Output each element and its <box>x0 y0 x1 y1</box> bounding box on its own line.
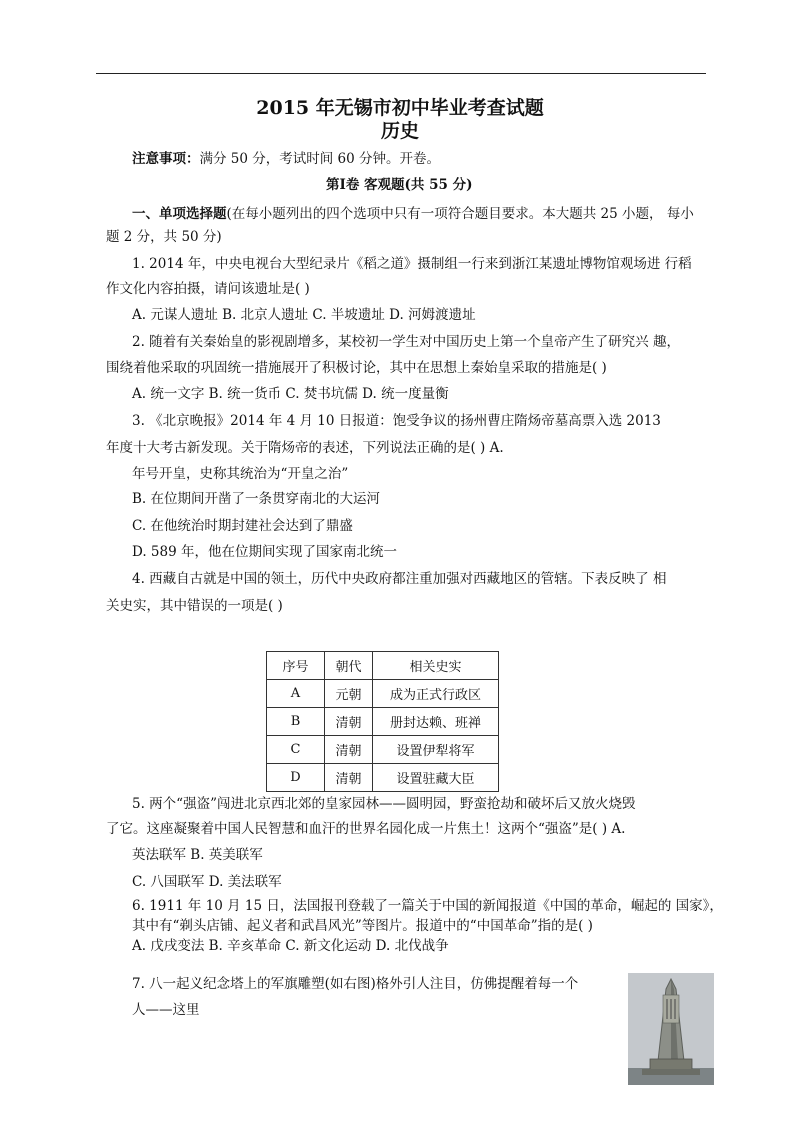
part-one-intro <box>132 205 694 223</box>
question-6-options: A. 戊戌变法 B. 辛亥革命 C. 新文化运动 D. 北伐战争 <box>132 938 449 954</box>
exam-subject: 历史 <box>380 120 419 142</box>
table-cell: 成为正式行政区 <box>373 680 499 708</box>
table-header-row <box>267 652 499 680</box>
question-7-stem-cont: 人——这里 <box>132 1002 200 1018</box>
part-one-label: 一、单项选择题 <box>132 206 227 222</box>
table-cell: 清朝 <box>325 708 373 736</box>
exam-title: 2015 年无锡市初中毕业考查试题 <box>256 97 544 119</box>
question-3-option-a: 年号开皇，史称其统治为“开皇之治” <box>132 466 349 482</box>
notice-label: 注意事项： <box>132 151 200 167</box>
question-2-stem: 2. 随着有关秦始皇的影视剧增多，某校初一学生对中国历史上第一个皇帝产生了研究兴 趣， <box>132 334 680 350</box>
table-header: 序号 <box>267 652 325 680</box>
question-3-option-d: D. 589 年，他在位期间实现了国家南北统一 <box>132 544 397 560</box>
table-row <box>267 708 499 736</box>
table-cell: 设置伊犁将军 <box>373 736 499 764</box>
question-2-options: A. 统一文字 B. 统一货币 C. 焚书坑儒 D. 统一度量衡 <box>132 386 449 402</box>
question-2-stem-cont: 围绕着他采取的巩固统一措施展开了积极讨论，其中在思想上秦始皇采取的措施是( ) <box>106 360 607 376</box>
question-5-options-1: 英法联军 B. 英美联军 <box>132 847 263 863</box>
question-5-options-2: C. 八国联军 D. 美法联军 <box>132 874 282 890</box>
table-cell: D <box>267 764 325 792</box>
question-7-stem: 7. 八一起义纪念塔上的军旗雕塑(如右图)格外引人注目，仿佛提醒着每一个 <box>132 976 579 992</box>
header-rule <box>96 73 706 74</box>
notice <box>132 150 440 168</box>
question-3-option-b: B. 在位期间开凿了一条贯穿南北的大运河 <box>132 491 381 507</box>
question-6-stem: 6. 1911 年 10 月 15 日，法国报刊登载了一篇关于中国的新闻报道《中国的革命，崛起的 国家》， <box>132 898 723 914</box>
table-cell: 清朝 <box>325 764 373 792</box>
table-cell: 设置驻藏大臣 <box>373 764 499 792</box>
table-cell: 册封达赖、班禅 <box>373 708 499 736</box>
table-cell: A <box>267 680 325 708</box>
monument-photo <box>628 973 714 1085</box>
table-cell: C <box>267 736 325 764</box>
question-5-stem-cont: 了它。这座凝聚着中国人民智慧和血汗的世界名园化成一片焦土！这两个“强盗”是( ) A. <box>106 821 626 837</box>
table-row <box>267 736 499 764</box>
table-row <box>267 764 499 792</box>
table-row <box>267 680 499 708</box>
notice-text: 满分 50 分，考试时间 60 分钟。开卷。 <box>199 151 441 167</box>
part-one-text-cont: 题 2 分，共 50 分) <box>106 229 222 245</box>
question-3-option-c: C. 在他统治时期封建社会达到了鼎盛 <box>132 518 353 534</box>
table-cell: 清朝 <box>325 736 373 764</box>
question-3-stem: 3. 《北京晚报》2014 年 4 月 10 日报道：饱受争议的扬州曹庄隋炀帝墓高票入选 2013 <box>132 413 661 429</box>
question-4-stem: 4. 西藏自古就是中国的领土，历代中央政府都注重加强对西藏地区的管辖。下表反映了 相 <box>132 571 667 587</box>
part-one-text: (在每小题列出的四个选项中只有一项符合题目要求。本大题共 25 小题， 每小 <box>226 206 694 222</box>
question-5-stem: 5. 两个“强盗”闯进北京西北郊的皇家园林——圆明园，野蛮抢劫和破坏后又放火烧毁 <box>132 796 636 812</box>
table-cell: B <box>267 708 325 736</box>
section-header: 第Ⅰ卷 客观题(共 55 分) <box>326 177 473 193</box>
question-4-stem-cont: 关史实，其中错误的一项是( ) <box>106 598 283 614</box>
table-header: 朝代 <box>325 652 373 680</box>
question-1-stem: 1. 2014 年，中央电视台大型纪录片《稻之道》摄制组一行来到浙江某遗址博物馆观场进 行稻 <box>132 256 692 272</box>
question-1-stem-cont: 作文化内容拍摄，请问该遗址是( ) <box>106 281 310 297</box>
question-6-stem-cont: 其中有“剃头店铺、起义者和武昌风光”等图片。报道中的“中国革命”指的是( ) <box>132 918 593 934</box>
dynasty-table <box>266 651 499 792</box>
question-1-options: A. 元谋人遗址 B. 北京人遗址 C. 半坡遗址 D. 河姆渡遗址 <box>132 307 476 323</box>
question-3-stem-cont: 年度十大考古新发现。关于隋炀帝的表述，下列说法正确的是( ) A. <box>106 440 504 456</box>
table-header: 相关史实 <box>373 652 499 680</box>
monument-illustration <box>628 973 714 1085</box>
table-cell: 元朝 <box>325 680 373 708</box>
